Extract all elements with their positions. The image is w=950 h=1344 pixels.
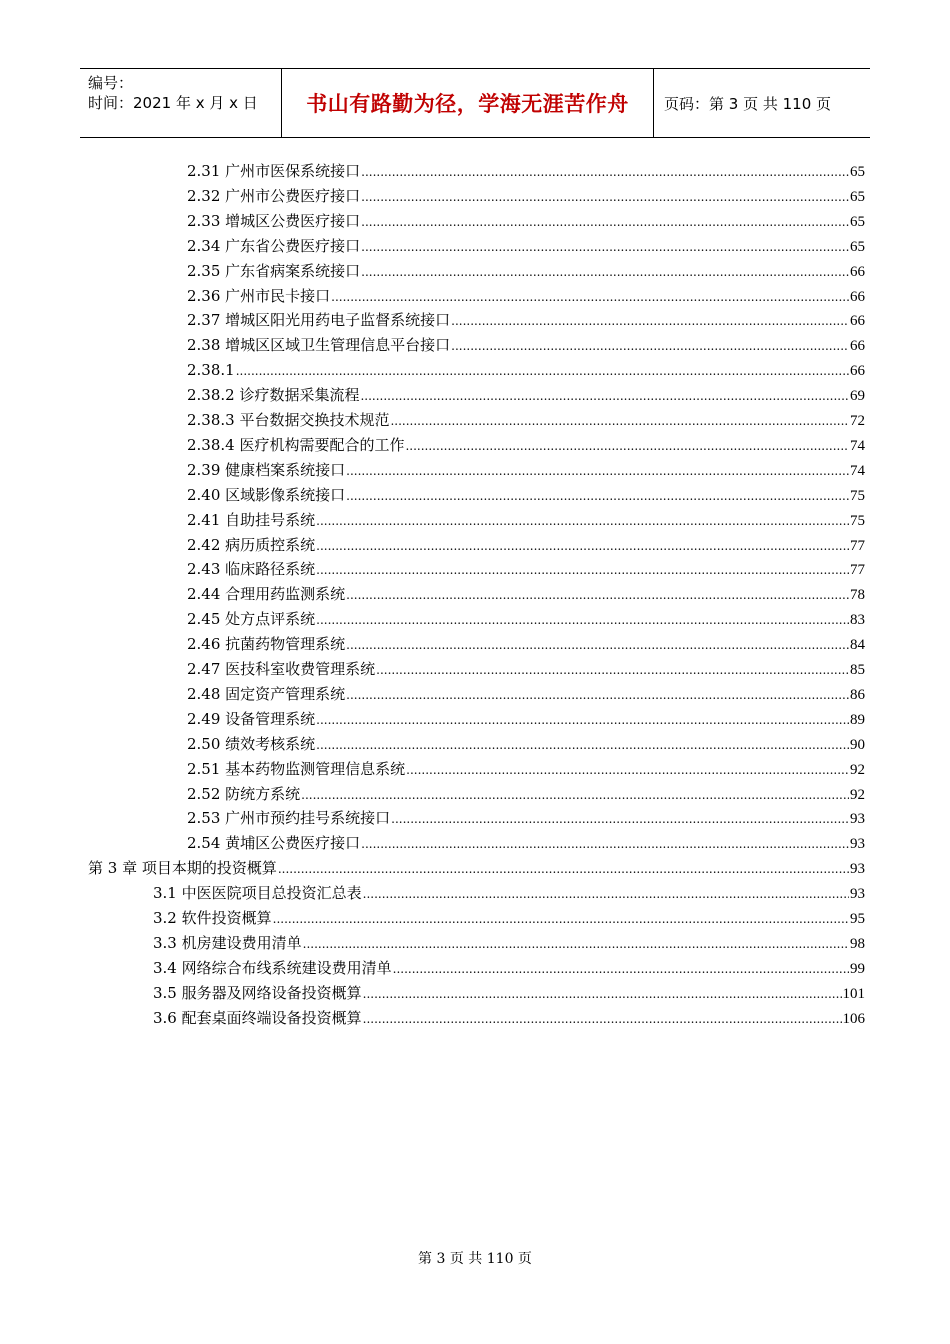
- toc-entry-page-number: 75: [850, 487, 865, 504]
- toc-entry-title: 2.40 区域影像系统接口: [187, 485, 346, 504]
- toc-entry[interactable]: [187, 185, 865, 207]
- toc-entry[interactable]: [187, 384, 865, 406]
- toc-entry-page-number: 74: [850, 462, 865, 479]
- toc-entry[interactable]: [187, 783, 865, 805]
- toc-entry-title: 2.36 广州市民卡接口: [187, 286, 331, 305]
- toc-entry[interactable]: [187, 160, 865, 182]
- toc-entry[interactable]: [187, 459, 865, 481]
- toc-entry[interactable]: [187, 608, 865, 630]
- toc-entry-page-number: 77: [850, 562, 865, 579]
- toc-entry-title: 2.38.2 诊疗数据采集流程: [187, 386, 360, 405]
- toc-entry[interactable]: [187, 509, 865, 531]
- toc-entry[interactable]: [187, 359, 865, 381]
- toc-dot-leader: [303, 933, 849, 955]
- toc-entry-title: 2.38.4 医疗机构需要配合的工作: [187, 435, 405, 454]
- toc-dot-leader: [363, 983, 842, 1005]
- toc-entry-title: 第 3 章 项目本期的投资概算: [88, 859, 277, 878]
- toc-entry[interactable]: [187, 309, 865, 331]
- toc-entry-page-number: 92: [850, 761, 865, 778]
- toc-entry[interactable]: [187, 235, 865, 257]
- toc-dot-leader: [361, 261, 849, 283]
- toc-entry[interactable]: [187, 534, 865, 556]
- toc-entry[interactable]: [153, 1007, 865, 1029]
- toc-entry-title: 2.39 健康档案系统接口: [187, 460, 346, 479]
- toc-entry[interactable]: [88, 857, 865, 879]
- toc-entry-page-number: 65: [850, 188, 865, 205]
- toc-entry-page-number: 78: [850, 587, 865, 604]
- toc-entry-title: 2.46 抗菌药物管理系统: [187, 635, 346, 654]
- toc-dot-leader: [316, 559, 849, 581]
- toc-entry-page-number: 77: [850, 537, 865, 554]
- toc-entry-page-number: 93: [850, 811, 865, 828]
- toc-entry-page-number: 98: [850, 935, 865, 952]
- toc-dot-leader: [301, 784, 849, 806]
- toc-entry-title: 2.54 黄埔区公费医疗接口: [187, 834, 361, 853]
- toc-entry-title: 2.47 医技科室收费管理系统: [187, 660, 376, 678]
- toc-dot-leader: [361, 211, 849, 233]
- toc-entry[interactable]: [153, 957, 865, 979]
- toc-entry[interactable]: [187, 260, 865, 282]
- toc-dot-leader: [346, 634, 849, 656]
- document-time-label: 时间：2021 年 x 月 x 日: [88, 94, 258, 112]
- document-number-label: 编号：: [88, 74, 134, 92]
- toc-entry-title: 3.1 中医医院项目总投资汇总表: [153, 884, 362, 903]
- toc-entry-page-number: 89: [850, 711, 865, 728]
- toc-entry-title: 2.42 病历质控系统: [187, 535, 316, 554]
- toc-dot-leader: [278, 858, 849, 880]
- toc-entry-title: 3.2 软件投资概算: [153, 909, 272, 927]
- toc-entry-title: 2.48 固定资产管理系统: [187, 684, 346, 703]
- toc-entry[interactable]: [187, 210, 865, 232]
- toc-entry-page-number: 93: [850, 836, 865, 853]
- toc-entry-page-number: 66: [850, 338, 865, 355]
- toc-entry-title: 2.31 广州市医保系统接口: [187, 162, 361, 180]
- header-page-info: 页码：第 3 页 共 110 页: [664, 94, 832, 113]
- toc-entry-page-number: 75: [850, 512, 865, 529]
- toc-dot-leader: [361, 161, 849, 183]
- toc-entry-page-number: 99: [850, 960, 865, 977]
- toc-entry-page-number: 84: [850, 637, 865, 654]
- toc-entry-title: 2.33 增城区公费医疗接口: [187, 211, 361, 230]
- toc-entry-page-number: 85: [850, 662, 865, 678]
- toc-dot-leader: [406, 759, 849, 781]
- toc-dot-leader: [316, 535, 849, 557]
- toc-dot-leader: [363, 1008, 842, 1030]
- toc-dot-leader: [346, 684, 849, 706]
- toc-entry-page-number: 65: [850, 164, 865, 180]
- toc-entry[interactable]: [153, 882, 865, 904]
- toc-entry-title: 3.4 网络综合布线系统建设费用清单: [153, 958, 392, 977]
- toc-entry-title: 2.38 增城区区域卫生管理信息平台接口: [187, 336, 451, 355]
- toc-entry-page-number: 69: [850, 388, 865, 405]
- toc-dot-leader: [346, 584, 849, 606]
- toc-entry[interactable]: [153, 982, 865, 1004]
- toc-entry[interactable]: [187, 285, 865, 307]
- toc-dot-leader: [361, 236, 849, 258]
- toc-entry-page-number: 66: [850, 263, 865, 280]
- toc-entry-title: 2.49 设备管理系统: [187, 709, 316, 728]
- toc-dot-leader: [393, 958, 849, 980]
- toc-entry-page-number: 66: [850, 363, 865, 380]
- page-header: [80, 68, 870, 138]
- toc-entry[interactable]: [187, 708, 865, 730]
- toc-entry[interactable]: [187, 409, 865, 431]
- toc-dot-leader: [451, 310, 849, 332]
- toc-entry[interactable]: [187, 807, 865, 829]
- toc-entry-page-number: 95: [850, 911, 865, 927]
- toc-entry-page-number: 66: [850, 288, 865, 305]
- toc-entry-page-number: 93: [850, 861, 865, 878]
- toc-entry[interactable]: [187, 832, 865, 854]
- toc-entry-page-number: 86: [850, 686, 865, 703]
- toc-entry-page-number: 90: [850, 736, 865, 753]
- toc-entry-page-number: 65: [850, 238, 865, 255]
- toc-entry-title: 2.41 自助挂号系统: [187, 510, 316, 529]
- toc-entry-title: 2.32 广州市公费医疗接口: [187, 186, 361, 205]
- toc-entry-page-number: 101: [842, 985, 865, 1002]
- toc-entry-title: 2.45 处方点评系统: [187, 610, 316, 629]
- toc-entry[interactable]: [187, 633, 865, 655]
- toc-entry[interactable]: [187, 583, 865, 605]
- page-footer: 第 3 页 共 110 页: [418, 1251, 532, 1267]
- toc-entry-title: 2.51 基本药物监测管理信息系统: [187, 759, 406, 778]
- toc-entry-page-number: 93: [850, 886, 865, 903]
- toc-entry-title: 2.52 防统方系统: [187, 784, 301, 803]
- toc-entry-title: 2.44 合理用药监测系统: [187, 585, 346, 604]
- toc-dot-leader: [405, 435, 849, 457]
- toc-entry[interactable]: [153, 907, 865, 929]
- toc-entry[interactable]: [187, 434, 865, 456]
- toc-dot-leader: [361, 833, 849, 855]
- toc-entry[interactable]: [187, 683, 865, 705]
- toc-entry-page-number: 66: [850, 313, 865, 330]
- toc-entry-title: 2.35 广东省病案系统接口: [187, 261, 361, 280]
- toc-entry-title: 2.53 广州市预约挂号系统接口: [187, 809, 391, 828]
- toc-entry-title: 3.3 机房建设费用清单: [153, 933, 302, 952]
- toc-entry-title: 2.38.1: [187, 361, 235, 380]
- toc-dot-leader: [331, 286, 849, 308]
- toc-entry-page-number: 65: [850, 213, 865, 230]
- toc-dot-leader: [363, 883, 849, 905]
- toc-entry[interactable]: [187, 484, 865, 506]
- toc-entry[interactable]: [153, 932, 865, 954]
- toc-entry[interactable]: [187, 334, 865, 356]
- toc-dot-leader: [360, 385, 849, 407]
- toc-dot-leader: [390, 410, 849, 432]
- toc-dot-leader: [346, 485, 849, 507]
- toc-dot-leader: [361, 186, 849, 208]
- toc-dot-leader: [316, 609, 849, 631]
- toc-entry[interactable]: [187, 658, 865, 680]
- toc-dot-leader: [346, 460, 849, 482]
- toc-entry[interactable]: [187, 733, 865, 755]
- toc-dot-leader: [376, 659, 849, 681]
- toc-entry-title: 2.34 广东省公费医疗接口: [187, 236, 361, 255]
- toc-entry-title: 3.6 配套桌面终端设备投资概算: [153, 1008, 362, 1027]
- toc-entry-page-number: 83: [850, 612, 865, 629]
- toc-entry-title: 2.38.3 平台数据交换技术规范: [187, 411, 390, 429]
- header-meta-cell: [80, 69, 282, 137]
- header-motto: 书山有路勤为径，学海无涯苦作舟: [282, 69, 654, 137]
- toc-entry-page-number: 72: [850, 413, 865, 429]
- toc-entry-page-number: 106: [842, 1010, 865, 1027]
- toc-dot-leader: [316, 709, 849, 731]
- toc-entry-title: 3.5 服务器及网络设备投资概算: [153, 983, 362, 1002]
- toc-entry-title: 2.50 绩效考核系统: [187, 734, 316, 753]
- toc-entry[interactable]: [187, 758, 865, 780]
- toc-dot-leader: [316, 734, 849, 756]
- toc-entry-title: 2.43 临床路径系统: [187, 560, 316, 579]
- toc-dot-leader: [316, 510, 849, 532]
- toc-entry-page-number: 92: [850, 786, 865, 803]
- toc-entry[interactable]: [187, 558, 865, 580]
- toc-dot-leader: [391, 808, 849, 830]
- toc-dot-leader: [451, 335, 849, 357]
- toc-dot-leader: [273, 908, 849, 930]
- toc-dot-leader: [236, 360, 849, 382]
- toc-entry-title: 2.37 增城区阳光用药电子监督系统接口: [187, 311, 451, 330]
- toc-entry-page-number: 74: [850, 437, 865, 454]
